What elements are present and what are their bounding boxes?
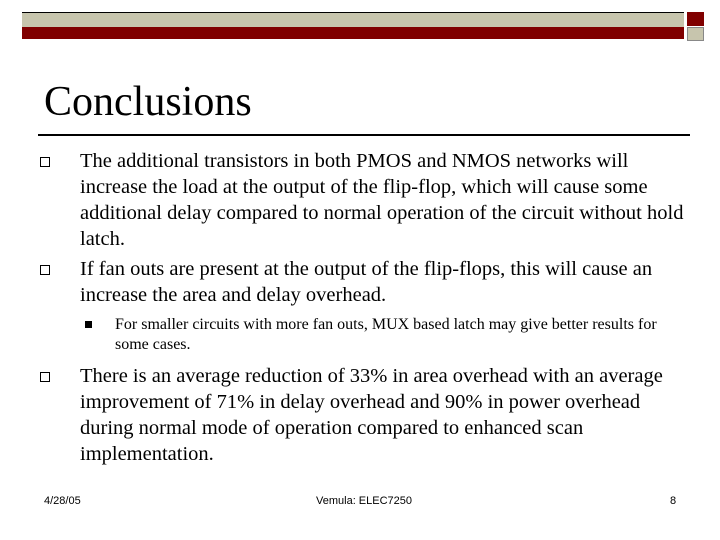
- title-divider: [38, 134, 690, 136]
- bullet-text-2: If fan outs are present at the output of the flip-flops, this will cause an increase the area and delay overhead.: [80, 258, 653, 306]
- sub-bullet-square-icon: [85, 321, 92, 328]
- bullet-square-icon: [40, 157, 50, 167]
- bullet-text-1: The additional transistors in both PMOS and NMOS networks will increase the load at the output of the flip-flop, which will cause some additional delay compared to normal operation of the circuit without hold latch.: [80, 150, 684, 250]
- header-corner-square-bottom: [687, 27, 704, 41]
- header-bar-bottom: [22, 27, 684, 39]
- bullet-text-3: There is an average reduction of 33% in area overhead with an average improvement of 71% in delay overhead and 90% in power overhead during normal mode of operation compared to enhanced scan implementation.: [80, 365, 663, 465]
- bullet-square-icon: [40, 372, 50, 382]
- slide-title: Conclusions: [44, 79, 252, 125]
- bullet-square-icon: [40, 265, 50, 275]
- footer-page-number: 8: [670, 495, 677, 507]
- header-bar-top: [22, 12, 684, 28]
- sub-bullet-text-1: For smaller circuits with more fan outs, MUX based latch may give better results for some cases.: [115, 316, 657, 353]
- header-corner-square-top: [687, 12, 704, 26]
- footer-author: Vemula: ELEC7250: [316, 495, 413, 507]
- footer-date: 4/28/05: [44, 495, 81, 507]
